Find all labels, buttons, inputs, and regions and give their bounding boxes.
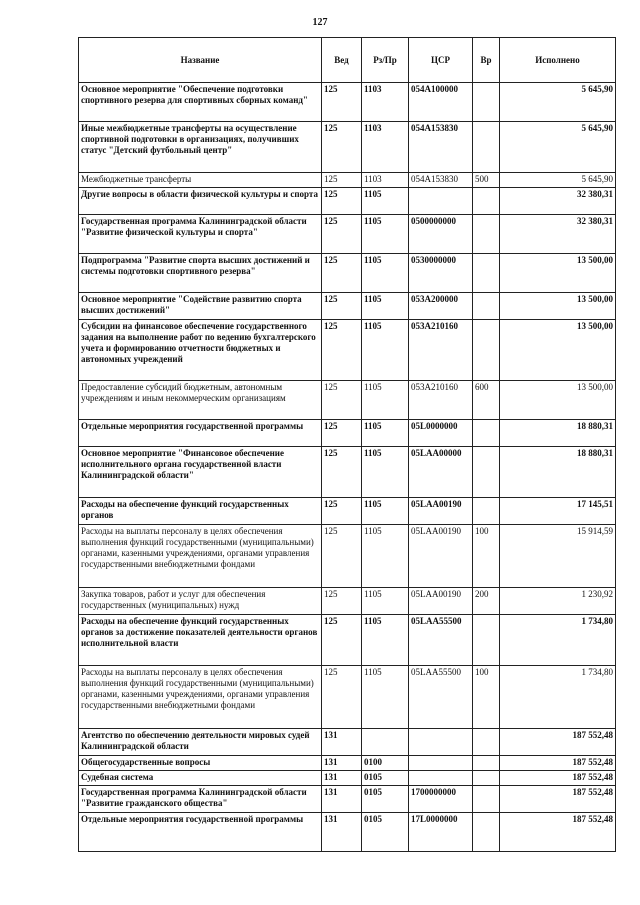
table-row <box>79 122 616 173</box>
cell-vr <box>473 786 500 813</box>
cell-name: Судебная система <box>79 771 322 786</box>
cell-amount: 13 500,00 <box>500 320 616 381</box>
cell-vr <box>473 83 500 122</box>
cell-ved: 125 <box>322 525 362 588</box>
page-number: 127 <box>312 17 328 28</box>
cell-name: Основное мероприятие "Содействие развитию спорта высших достижений" <box>79 293 322 320</box>
cell-rz: 1105 <box>362 498 409 525</box>
header-rz: Рз/Пр <box>362 38 409 83</box>
cell-csr: 05LАА00190 <box>409 525 473 588</box>
table-row <box>79 420 616 447</box>
cell-rz: 0105 <box>362 813 409 852</box>
cell-name: Отдельные мероприятия государственной программы <box>79 813 322 852</box>
cell-vr <box>473 813 500 852</box>
cell-name: Расходы на обеспечение функций государственных органов <box>79 498 322 525</box>
table-row <box>79 83 616 122</box>
cell-amount: 13 500,00 <box>500 254 616 293</box>
cell-amount: 32 380,31 <box>500 188 616 215</box>
cell-vr <box>473 756 500 771</box>
table-row <box>79 786 616 813</box>
table-row <box>79 447 616 498</box>
cell-amount: 5 645,90 <box>500 122 616 173</box>
cell-ved: 125 <box>322 381 362 420</box>
cell-name: Агентство по обеспечению деятельности мировых судей Калининградской области <box>79 729 322 756</box>
cell-csr: 05LАА00000 <box>409 447 473 498</box>
cell-amount: 32 380,31 <box>500 215 616 254</box>
cell-ved: 131 <box>322 771 362 786</box>
budget-table <box>78 37 616 852</box>
cell-name: Субсидии на финансовое обеспечение государственного задания на выполнение работ по ведению бухгалтерского учета и формированию отчетности бюджетных и автономных учреждений <box>79 320 322 381</box>
cell-vr: 200 <box>473 588 500 615</box>
cell-rz: 1105 <box>362 588 409 615</box>
cell-vr <box>473 615 500 666</box>
cell-name: Расходы на выплаты персоналу в целях обеспечения выполнения функций государственными (муниципальными) органами, казенными учреждениями, органами управления государственными внебюджетными фондами <box>79 525 322 588</box>
cell-rz: 1103 <box>362 122 409 173</box>
cell-amount: 187 552,48 <box>500 786 616 813</box>
cell-csr: 05L0000000 <box>409 420 473 447</box>
cell-name: Другие вопросы в области физической культуры и спорта <box>79 188 322 215</box>
header-vr: Вр <box>473 38 500 83</box>
cell-amount: 18 880,31 <box>500 420 616 447</box>
cell-rz <box>362 729 409 756</box>
cell-rz: 1105 <box>362 381 409 420</box>
cell-name: Основное мероприятие "Финансовое обеспечение исполнительного органа государственной власти Калининградской области" <box>79 447 322 498</box>
cell-rz: 0105 <box>362 786 409 813</box>
cell-vr <box>473 188 500 215</box>
cell-name: Государственная программа Калининградской области "Развитие физической культуры и спорта" <box>79 215 322 254</box>
cell-csr <box>409 756 473 771</box>
table-row <box>79 615 616 666</box>
cell-rz: 1105 <box>362 420 409 447</box>
table-row <box>79 173 616 188</box>
cell-amount: 13 500,00 <box>500 293 616 320</box>
cell-amount: 187 552,48 <box>500 756 616 771</box>
cell-rz: 1105 <box>362 615 409 666</box>
cell-amount: 1 734,80 <box>500 615 616 666</box>
cell-amount: 187 552,48 <box>500 771 616 786</box>
table-row <box>79 254 616 293</box>
cell-ved: 131 <box>322 786 362 813</box>
header-name: Название <box>79 38 322 83</box>
cell-ved: 131 <box>322 756 362 771</box>
cell-csr: 1700000000 <box>409 786 473 813</box>
header-row <box>79 38 616 83</box>
cell-vr <box>473 293 500 320</box>
cell-rz: 1105 <box>362 666 409 729</box>
table-row <box>79 215 616 254</box>
cell-csr: 054А100000 <box>409 83 473 122</box>
cell-vr: 600 <box>473 381 500 420</box>
cell-ved: 125 <box>322 173 362 188</box>
cell-name: Иные межбюджетные трансферты на осуществление спортивной подготовки в организациях, получивших статус "Детский футбольный центр" <box>79 122 322 173</box>
cell-vr <box>473 122 500 173</box>
cell-csr: 054А153830 <box>409 173 473 188</box>
cell-vr: 100 <box>473 666 500 729</box>
header-ved: Вед <box>322 38 362 83</box>
cell-vr <box>473 215 500 254</box>
cell-amount: 187 552,48 <box>500 813 616 852</box>
cell-ved: 125 <box>322 447 362 498</box>
cell-csr: 0500000000 <box>409 215 473 254</box>
table-row <box>79 188 616 215</box>
cell-csr: 053А210160 <box>409 381 473 420</box>
cell-ved: 125 <box>322 615 362 666</box>
cell-rz: 1105 <box>362 215 409 254</box>
cell-csr: 0530000000 <box>409 254 473 293</box>
cell-ved: 131 <box>322 729 362 756</box>
cell-rz: 1103 <box>362 173 409 188</box>
table-row <box>79 498 616 525</box>
cell-name: Государственная программа Калининградской области "Развитие гражданского общества" <box>79 786 322 813</box>
cell-ved: 125 <box>322 215 362 254</box>
table-row <box>79 525 616 588</box>
cell-csr: 053А210160 <box>409 320 473 381</box>
cell-amount: 5 645,90 <box>500 83 616 122</box>
cell-amount: 15 914,59 <box>500 525 616 588</box>
cell-name: Расходы на обеспечение функций государственных органов за достижение показателей деятельности органов исполнительной власти <box>79 615 322 666</box>
cell-name: Межбюджетные трансферты <box>79 173 322 188</box>
cell-amount: 18 880,31 <box>500 447 616 498</box>
cell-vr: 500 <box>473 173 500 188</box>
cell-amount: 13 500,00 <box>500 381 616 420</box>
cell-vr <box>473 420 500 447</box>
cell-rz: 1105 <box>362 188 409 215</box>
table-row <box>79 320 616 381</box>
cell-rz: 0105 <box>362 771 409 786</box>
cell-vr <box>473 320 500 381</box>
cell-csr: 05LАА00190 <box>409 588 473 615</box>
cell-csr: 05LАА55500 <box>409 666 473 729</box>
cell-rz: 1103 <box>362 83 409 122</box>
cell-name: Отдельные мероприятия государственной программы <box>79 420 322 447</box>
header-csr: ЦСР <box>409 38 473 83</box>
header-amount: Исполнено <box>500 38 616 83</box>
table-row <box>79 813 616 852</box>
cell-ved: 125 <box>322 188 362 215</box>
cell-csr: 05LАА55500 <box>409 615 473 666</box>
cell-ved: 125 <box>322 320 362 381</box>
cell-csr <box>409 188 473 215</box>
cell-rz: 0100 <box>362 756 409 771</box>
table-row <box>79 381 616 420</box>
cell-vr <box>473 729 500 756</box>
cell-ved: 131 <box>322 813 362 852</box>
cell-amount: 187 552,48 <box>500 729 616 756</box>
cell-ved: 125 <box>322 293 362 320</box>
cell-name: Расходы на выплаты персоналу в целях обеспечения выполнения функций государственными (муниципальными) органами, казенными учреждениями, органами управления государственными внебюджетными фондами <box>79 666 322 729</box>
cell-csr: 17L0000000 <box>409 813 473 852</box>
cell-name: Общегосударственные вопросы <box>79 756 322 771</box>
cell-vr: 100 <box>473 525 500 588</box>
cell-csr <box>409 729 473 756</box>
cell-vr <box>473 771 500 786</box>
cell-ved: 125 <box>322 122 362 173</box>
cell-csr: 053А200000 <box>409 293 473 320</box>
table-row <box>79 756 616 771</box>
cell-ved: 125 <box>322 83 362 122</box>
cell-vr <box>473 498 500 525</box>
cell-name: Предоставление субсидий бюджетным, автономным учреждениям и иным некоммерческим организациям <box>79 381 322 420</box>
cell-ved: 125 <box>322 420 362 447</box>
cell-rz: 1105 <box>362 293 409 320</box>
cell-amount: 1 734,80 <box>500 666 616 729</box>
cell-amount: 17 145,51 <box>500 498 616 525</box>
table-row <box>79 293 616 320</box>
cell-name: Подпрограмма "Развитие спорта высших достижений и системы подготовки спортивного резерва" <box>79 254 322 293</box>
table-row <box>79 588 616 615</box>
cell-csr <box>409 771 473 786</box>
cell-rz: 1105 <box>362 320 409 381</box>
cell-ved: 125 <box>322 666 362 729</box>
cell-rz: 1105 <box>362 447 409 498</box>
cell-name: Основное мероприятие "Обеспечение подготовки спортивного резерва для спортивных сборных команд" <box>79 83 322 122</box>
table-row <box>79 729 616 756</box>
table-row <box>79 771 616 786</box>
cell-name: Закупка товаров, работ и услуг для обеспечения государственных (муниципальных) нужд <box>79 588 322 615</box>
cell-ved: 125 <box>322 498 362 525</box>
cell-ved: 125 <box>322 254 362 293</box>
cell-vr <box>473 254 500 293</box>
cell-csr: 05LАА00190 <box>409 498 473 525</box>
table-row <box>79 666 616 729</box>
cell-amount: 1 230,92 <box>500 588 616 615</box>
cell-amount: 5 645,90 <box>500 173 616 188</box>
cell-vr <box>473 447 500 498</box>
cell-rz: 1105 <box>362 254 409 293</box>
cell-ved: 125 <box>322 588 362 615</box>
cell-rz: 1105 <box>362 525 409 588</box>
cell-csr: 054А153830 <box>409 122 473 173</box>
